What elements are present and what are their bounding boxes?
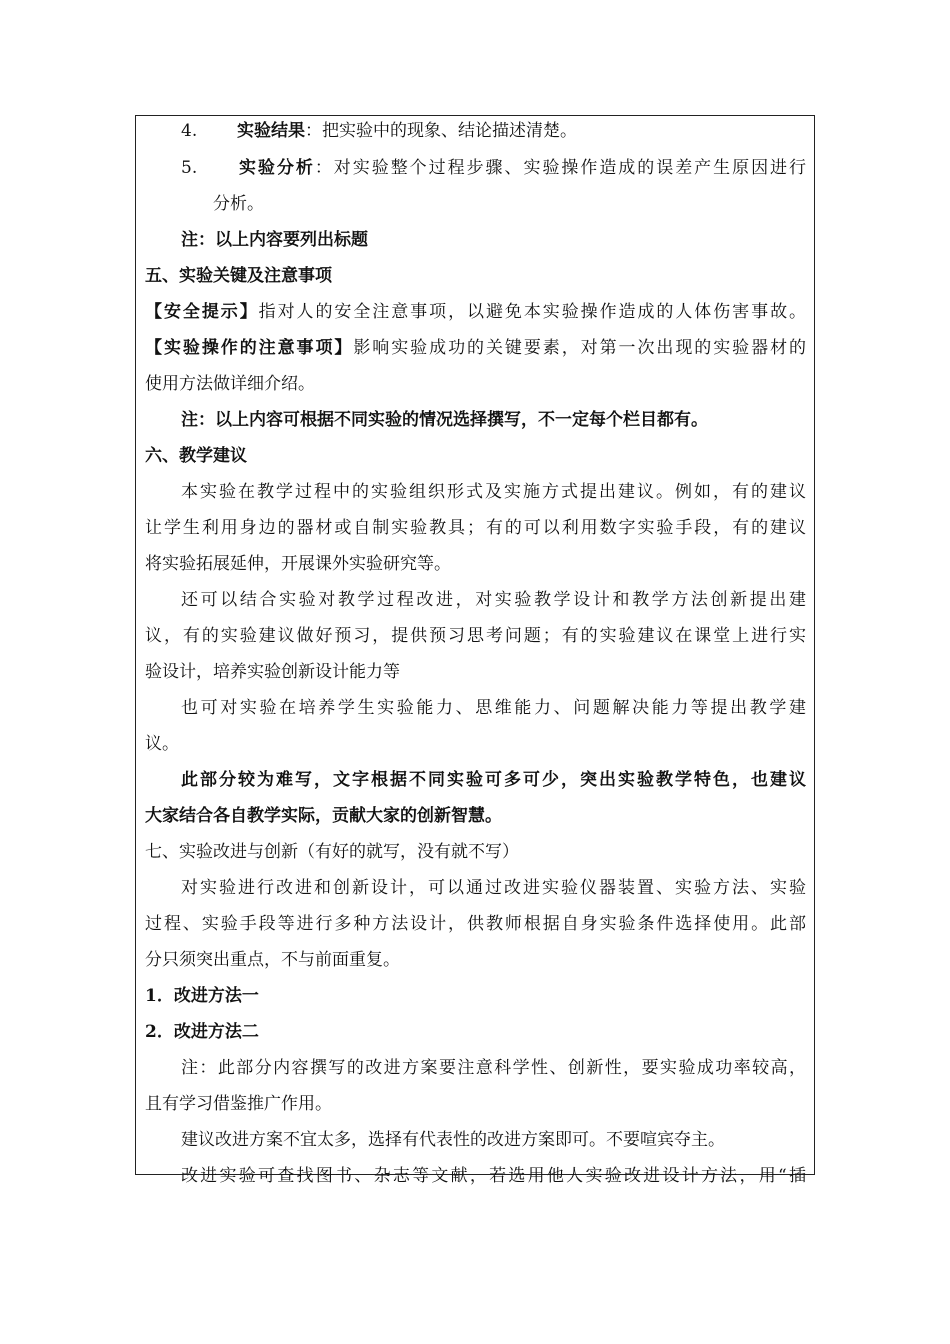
method-two: 2．改进方法二 (145, 1022, 259, 1042)
document-content (136, 116, 814, 1194)
heading-seven: 七、实验改进与创新（有好的就写，没有就不写） (145, 842, 519, 862)
document-frame (135, 115, 815, 1186)
para-7b-line-2: 且有学习借鉴推广作用。 (145, 1094, 332, 1114)
heading-six: 六、教学建议 (145, 446, 247, 466)
list-item-5: 5. 实验分析：对实验整个过程步骤、实验操作造成的误差产生原因进行 (181, 158, 807, 178)
para-7a-line-2: 过程、实验手段等进行多种方法设计，供教师根据自身实验条件选择使用。此部 (145, 914, 806, 934)
safety-tip: 【安全提示】指对人的安全注意事项，以避免本实验操作造成的人体伤害事故。 (145, 302, 807, 322)
para-6d-line-1: 此部分较为难写，文字根据不同实验可多可少，突出实验教学特色，也建议 (181, 770, 806, 790)
list-item-5-cont: 分析。 (213, 194, 264, 214)
para-6b-line-1: 还可以结合实验对教学过程改进，对实验教学设计和教学方法创新提出建 (181, 590, 806, 610)
operation-notes: 【实验操作的注意事项】影响实验成功的关键要素，对第一次出现的实验器材的 (145, 338, 807, 358)
para-6a-line-3: 将实验拓展延伸，开展课外实验研究等。 (145, 554, 451, 574)
list-item-4: 4. 实验结果：把实验中的现象、结论描述清楚。 (181, 121, 577, 141)
para-7d: 改进实验可查找图书、杂志等文献，若选用他人实验改进设计方法，用“插 (181, 1166, 806, 1186)
heading-five: 五、实验关键及注意事项 (145, 266, 332, 286)
para-7a-line-1: 对实验进行改进和创新设计，可以通过改进实验仪器装置、实验方法、实验 (181, 878, 806, 898)
para-6a-line-1: 本实验在教学过程中的实验组织形式及实施方式提出建议。例如，有的建议 (181, 482, 806, 502)
para-6a-line-2: 让学生利用身边的器材或自制实验教具；有的可以利用数字实验手段，有的建议 (145, 518, 806, 538)
note-optional-sections: 注：以上内容可根据不同实验的情况选择撰写，不一定每个栏目都有。 (181, 410, 708, 430)
para-7b-line-1: 注：此部分内容撰写的改进方案要注意科学性、创新性，要实验成功率较高， (181, 1058, 806, 1078)
operation-notes-cont: 使用方法做详细介绍。 (145, 374, 315, 394)
label-result: 实验结果 (237, 121, 305, 141)
para-6b-line-3: 验设计，培养实验创新设计能力等 (145, 662, 400, 682)
para-6d-line-2: 大家结合各自教学实际，贡献大家的创新智慧。 (145, 806, 502, 826)
para-6c-line-2: 议。 (145, 734, 179, 754)
para-7c: 建议改进方案不宜太多，选择有代表性的改进方案即可。不要喧宾夺主。 (181, 1130, 725, 1150)
para-7a-line-3: 分只须突出重点，不与前面重复。 (145, 950, 400, 970)
para-6b-line-2: 议，有的实验建议做好预习，提供预习思考问题；有的实验建议在课堂上进行实 (145, 626, 806, 646)
note-list-titles: 注：以上内容要列出标题 (181, 230, 368, 250)
label-analysis: 实验分析 (237, 158, 315, 178)
method-one: 1．改进方法一 (145, 986, 259, 1006)
para-6c-line-1: 也可对实验在培养学生实验能力、思维能力、问题解决能力等提出教学建 (181, 698, 806, 718)
